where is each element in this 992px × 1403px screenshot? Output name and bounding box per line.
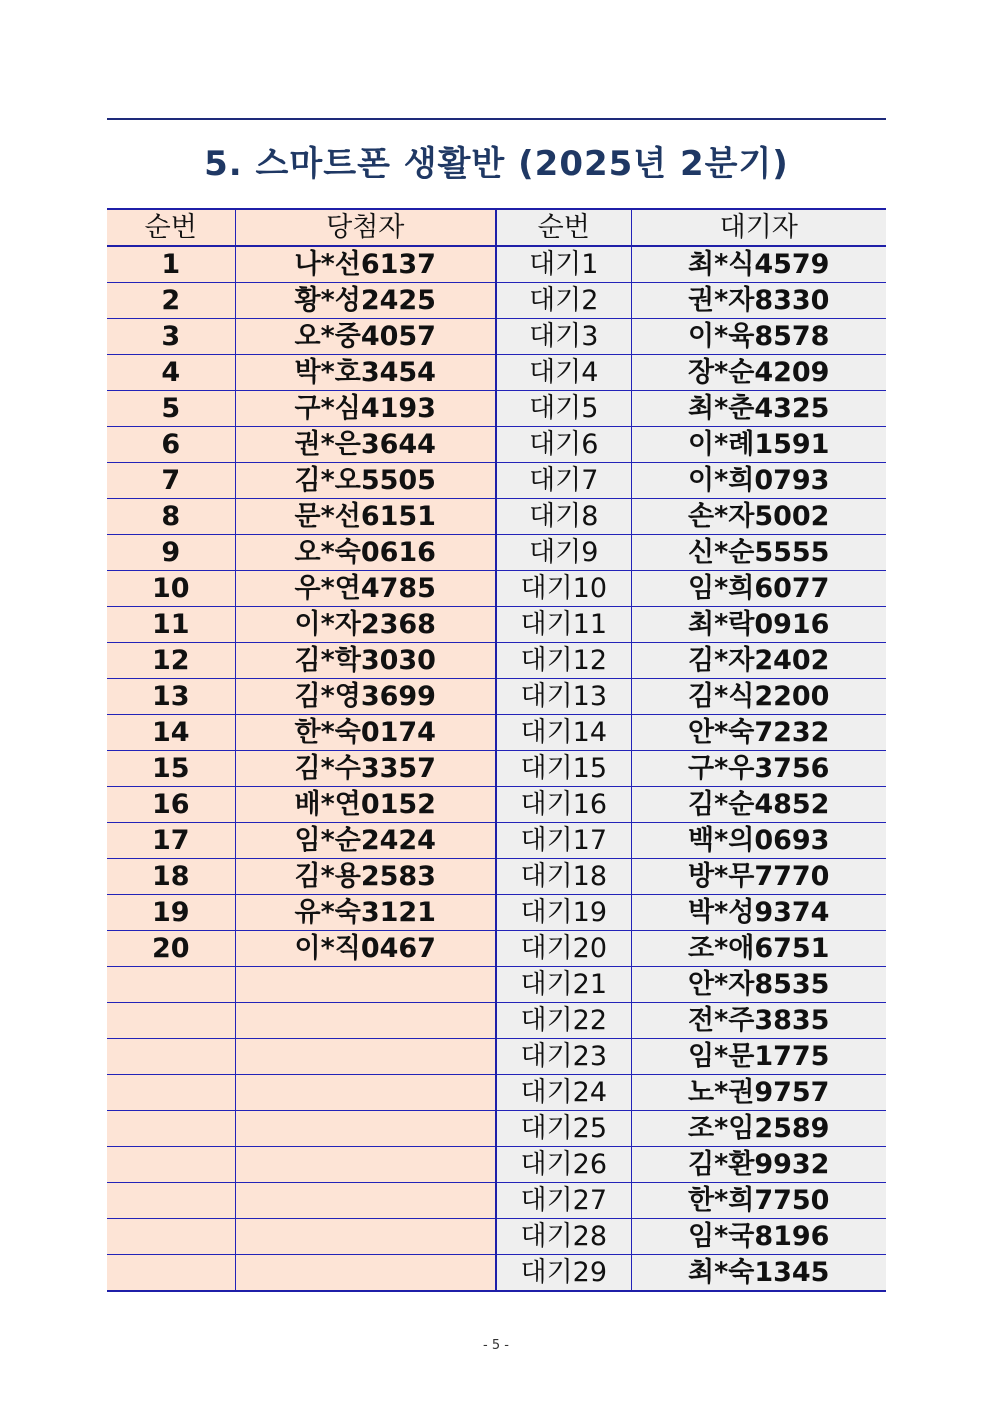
table-row [107, 535, 886, 571]
wait-seq-cell: 대기28 [496, 1219, 631, 1255]
seq-cell: 2 [107, 283, 235, 319]
table-row [107, 1111, 886, 1147]
winner-cell: 권*은3644 [235, 427, 496, 463]
winner-cell [235, 1003, 496, 1039]
waitlist-cell: 백*의0693 [631, 823, 886, 859]
table-row [107, 859, 886, 895]
seq-cell: 6 [107, 427, 235, 463]
seq-cell [107, 1255, 235, 1292]
wait-seq-cell: 대기13 [496, 679, 631, 715]
table-row [107, 1039, 886, 1075]
waitlist-cell: 임*희6077 [631, 571, 886, 607]
wait-seq-cell: 대기24 [496, 1075, 631, 1111]
winner-cell: 박*호3454 [235, 355, 496, 391]
wait-seq-cell: 대기5 [496, 391, 631, 427]
winner-cell: 배*연0152 [235, 787, 496, 823]
winner-cell: 오*숙0616 [235, 535, 496, 571]
waitlist-cell: 이*육8578 [631, 319, 886, 355]
winner-cell: 유*숙3121 [235, 895, 496, 931]
seq-cell: 10 [107, 571, 235, 607]
table-header-row [107, 209, 886, 246]
table-row [107, 607, 886, 643]
table-row [107, 246, 886, 283]
table-row [107, 715, 886, 751]
seq-cell [107, 967, 235, 1003]
wait-seq-cell: 대기15 [496, 751, 631, 787]
seq-cell [107, 1075, 235, 1111]
wait-seq-cell: 대기26 [496, 1147, 631, 1183]
table-row [107, 283, 886, 319]
waitlist-cell: 박*성9374 [631, 895, 886, 931]
seq-cell: 7 [107, 463, 235, 499]
waitlist-cell: 권*자8330 [631, 283, 886, 319]
table-row [107, 895, 886, 931]
winner-cell: 오*중4057 [235, 319, 496, 355]
table-row [107, 319, 886, 355]
table-row [107, 679, 886, 715]
winner-cell [235, 1219, 496, 1255]
table-row [107, 1147, 886, 1183]
winner-cell: 한*숙0174 [235, 715, 496, 751]
winner-cell [235, 1039, 496, 1075]
waitlist-cell: 이*례1591 [631, 427, 886, 463]
waitlist-cell: 최*식4579 [631, 246, 886, 283]
wait-seq-cell: 대기1 [496, 246, 631, 283]
wait-seq-cell: 대기22 [496, 1003, 631, 1039]
wait-seq-cell: 대기9 [496, 535, 631, 571]
table-row [107, 499, 886, 535]
seq-cell: 3 [107, 319, 235, 355]
wait-seq-cell: 대기23 [496, 1039, 631, 1075]
wait-seq-cell: 대기2 [496, 283, 631, 319]
header-wait-seq: 순번 [496, 209, 631, 246]
wait-seq-cell: 대기4 [496, 355, 631, 391]
table-row [107, 967, 886, 1003]
waitlist-cell: 임*국8196 [631, 1219, 886, 1255]
table-row [107, 571, 886, 607]
winner-cell [235, 1183, 496, 1219]
waitlist-cell: 김*식2200 [631, 679, 886, 715]
wait-seq-cell: 대기18 [496, 859, 631, 895]
seq-cell: 11 [107, 607, 235, 643]
table-row [107, 1219, 886, 1255]
winner-cell: 김*영3699 [235, 679, 496, 715]
winner-cell [235, 1075, 496, 1111]
seq-cell: 19 [107, 895, 235, 931]
waitlist-cell: 구*우3756 [631, 751, 886, 787]
wait-seq-cell: 대기16 [496, 787, 631, 823]
wait-seq-cell: 대기21 [496, 967, 631, 1003]
seq-cell: 18 [107, 859, 235, 895]
wait-seq-cell: 대기10 [496, 571, 631, 607]
winner-cell: 임*순2424 [235, 823, 496, 859]
table-body [107, 246, 886, 1291]
table-row [107, 355, 886, 391]
waitlist-cell: 안*숙7232 [631, 715, 886, 751]
seq-cell: 14 [107, 715, 235, 751]
waitlist-cell: 조*임2589 [631, 1111, 886, 1147]
seq-cell: 12 [107, 643, 235, 679]
waitlist-cell: 이*희0793 [631, 463, 886, 499]
page-title: 5. 스마트폰 생활반 (2025년 2분기) [204, 144, 789, 184]
waitlist-cell: 장*순4209 [631, 355, 886, 391]
wait-seq-cell: 대기7 [496, 463, 631, 499]
seq-cell [107, 1111, 235, 1147]
table-row [107, 1003, 886, 1039]
table-row [107, 463, 886, 499]
table-row [107, 931, 886, 967]
wait-seq-cell: 대기6 [496, 427, 631, 463]
waitlist-cell: 노*권9757 [631, 1075, 886, 1111]
wait-seq-cell: 대기11 [496, 607, 631, 643]
seq-cell: 1 [107, 246, 235, 283]
table-row [107, 391, 886, 427]
table-row [107, 1075, 886, 1111]
header-winner: 당첨자 [235, 209, 496, 246]
seq-cell: 9 [107, 535, 235, 571]
seq-cell: 4 [107, 355, 235, 391]
seq-cell: 20 [107, 931, 235, 967]
table-row [107, 823, 886, 859]
winner-cell [235, 1111, 496, 1147]
seq-cell [107, 1003, 235, 1039]
waitlist-cell: 방*무7770 [631, 859, 886, 895]
wait-seq-cell: 대기19 [496, 895, 631, 931]
seq-cell: 16 [107, 787, 235, 823]
winner-cell [235, 967, 496, 1003]
winner-cell: 김*용2583 [235, 859, 496, 895]
wait-seq-cell: 대기27 [496, 1183, 631, 1219]
header-seq: 순번 [107, 209, 235, 246]
waitlist-cell: 최*숙1345 [631, 1255, 886, 1292]
winner-cell: 김*오5505 [235, 463, 496, 499]
wait-seq-cell: 대기8 [496, 499, 631, 535]
winner-cell: 구*심4193 [235, 391, 496, 427]
header-waitlist: 대기자 [631, 209, 886, 246]
waitlist-cell: 조*애6751 [631, 931, 886, 967]
seq-cell [107, 1147, 235, 1183]
seq-cell [107, 1183, 235, 1219]
winner-cell [235, 1147, 496, 1183]
seq-cell [107, 1039, 235, 1075]
winner-cell: 이*자2368 [235, 607, 496, 643]
table-row [107, 787, 886, 823]
winner-cell: 김*수3357 [235, 751, 496, 787]
waitlist-cell: 최*춘4325 [631, 391, 886, 427]
waitlist-cell: 전*주3835 [631, 1003, 886, 1039]
waitlist-cell: 안*자8535 [631, 967, 886, 1003]
seq-cell: 17 [107, 823, 235, 859]
wait-seq-cell: 대기20 [496, 931, 631, 967]
waitlist-cell: 한*희7750 [631, 1183, 886, 1219]
waitlist-cell: 신*순5555 [631, 535, 886, 571]
table-row [107, 643, 886, 679]
waitlist-cell: 김*환9932 [631, 1147, 886, 1183]
seq-cell [107, 1219, 235, 1255]
wait-seq-cell: 대기29 [496, 1255, 631, 1292]
winner-cell: 김*학3030 [235, 643, 496, 679]
winner-cell: 황*성2425 [235, 283, 496, 319]
winner-cell: 문*선6151 [235, 499, 496, 535]
roster-table [107, 208, 886, 1292]
winner-cell: 나*선6137 [235, 246, 496, 283]
table-row [107, 1183, 886, 1219]
waitlist-cell: 김*자2402 [631, 643, 886, 679]
table-row [107, 427, 886, 463]
wait-seq-cell: 대기12 [496, 643, 631, 679]
top-rule [107, 118, 886, 120]
wait-seq-cell: 대기14 [496, 715, 631, 751]
waitlist-cell: 김*순4852 [631, 787, 886, 823]
page-number: - 5 - [483, 1338, 509, 1353]
seq-cell: 13 [107, 679, 235, 715]
wait-seq-cell: 대기3 [496, 319, 631, 355]
table-row [107, 1255, 886, 1292]
winner-cell [235, 1255, 496, 1292]
waitlist-cell: 최*락0916 [631, 607, 886, 643]
waitlist-cell: 손*자5002 [631, 499, 886, 535]
table-row [107, 751, 886, 787]
seq-cell: 8 [107, 499, 235, 535]
wait-seq-cell: 대기25 [496, 1111, 631, 1147]
seq-cell: 5 [107, 391, 235, 427]
winner-cell: 우*연4785 [235, 571, 496, 607]
waitlist-cell: 임*문1775 [631, 1039, 886, 1075]
winner-cell: 이*직0467 [235, 931, 496, 967]
wait-seq-cell: 대기17 [496, 823, 631, 859]
seq-cell: 15 [107, 751, 235, 787]
